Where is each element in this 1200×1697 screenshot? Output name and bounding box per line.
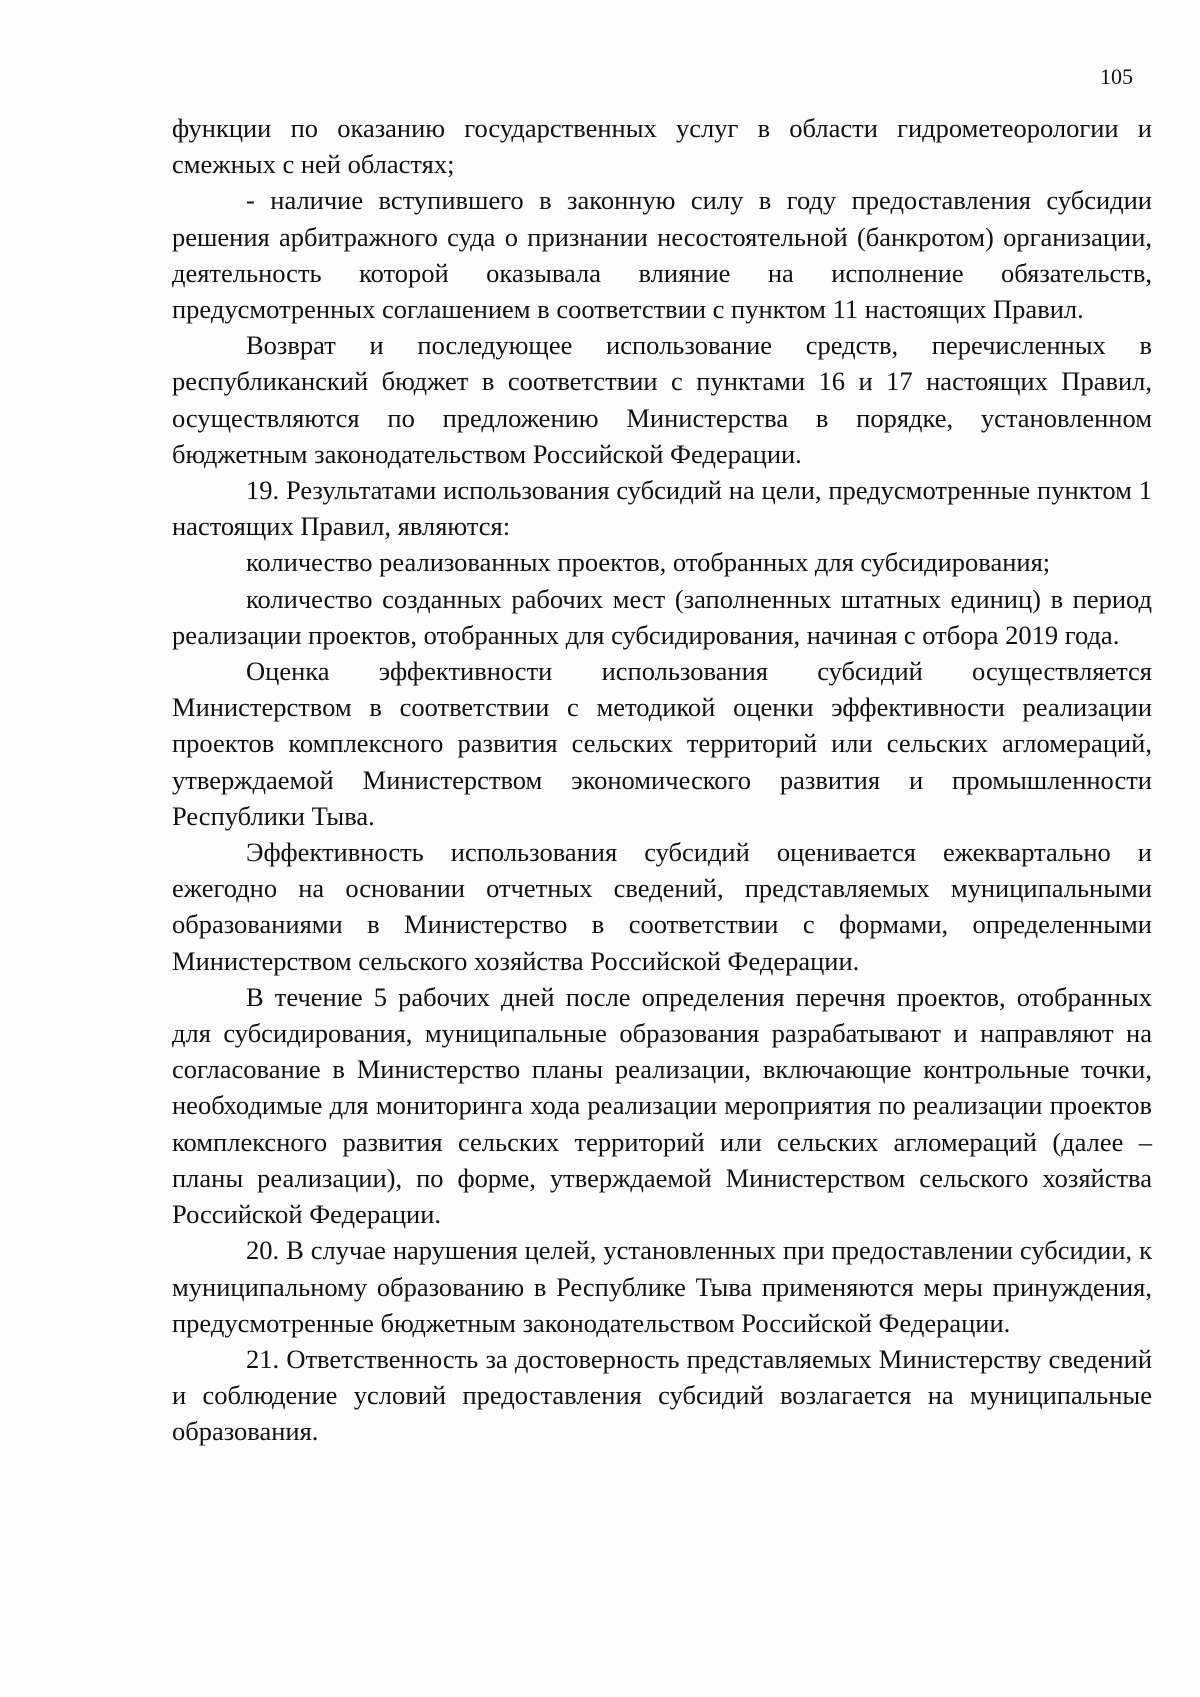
paragraph: Оценка эффективности использования субсидий осуществляется Министерством в соответствии с методикой оценки эффективности реализации проектов комплексного развития сельских территорий или сельских агломераций, утверждаемой Министерством экономического развития и промышленности Республики Тыва.	[172, 656, 1152, 831]
paragraph: 20. В случае нарушения целей, установленных при предоставлении субсидии, к муниципальному образованию в Республике Тыва применяются меры принуждения, предусмотренные бюджетным законодательством Российской Федерации.	[172, 1235, 1152, 1338]
paragraph: количество реализованных проектов, отобранных для субсидирования;	[246, 547, 1051, 578]
paragraph: 21. Ответственность за достоверность представляемых Министерству сведений и соблюдение условий предоставления субсидий возлагается на муниципальные образования.	[172, 1343, 1152, 1447]
page-number: 105	[1100, 64, 1133, 89]
paragraph: количество созданных рабочих мест (заполненных штатных единиц) в период реализации проектов, отобранных для субсидирования, начиная с отбора 2019 года.	[172, 583, 1152, 650]
paragraph: В течение 5 рабочих дней после определения перечня проектов, отобранных для субсидирования, муниципальные образования разрабатывают и направляют на согласование в Министерство планы реализации, включающие контрольные точки, необходимые для мониторинга хода реализации мероприятия по реализации проектов комплексного развития сельских территорий или сельских агломераций (далее – планы реализации), по форме, утверждаемой Министерством сельского хозяйства Российской Федерации.	[172, 981, 1152, 1230]
paragraph: Возврат и последующее использование средств, перечисленных в республиканский бюджет в соответствии с пунктами 16 и 17 настоящих Правил, осуществляются по предложению Министерства в порядке, установленном бюджетным законодательством Российской Федерации.	[172, 330, 1152, 469]
paragraph: функции по оказанию государственных услуг в области гидрометеорологии и смежных с ней областях;	[172, 113, 1152, 180]
paragraph: Эффективность использования субсидий оценивается ежеквартально и ежегодно на основании отчетных сведений, представляемых муниципальными образованиями в Министерство в соответствии с формами, определенными Министерством сельского хозяйства Российской Федерации.	[172, 837, 1152, 976]
paragraph: 19. Результатами использования субсидий на цели, предусмотренные пунктом 1 настоящих Правил, являются:	[172, 475, 1152, 542]
document-body	[172, 110, 1152, 1450]
paragraph: - наличие вступившего в законную силу в году предоставления субсидии решения арбитражного суда о признании несостоятельной (банкротом) организации, деятельность которой оказывала влияние на исполнение обязательств, предусмотренных соглашением в соответствии с пунктом 11 настоящих Правил.	[172, 185, 1152, 325]
